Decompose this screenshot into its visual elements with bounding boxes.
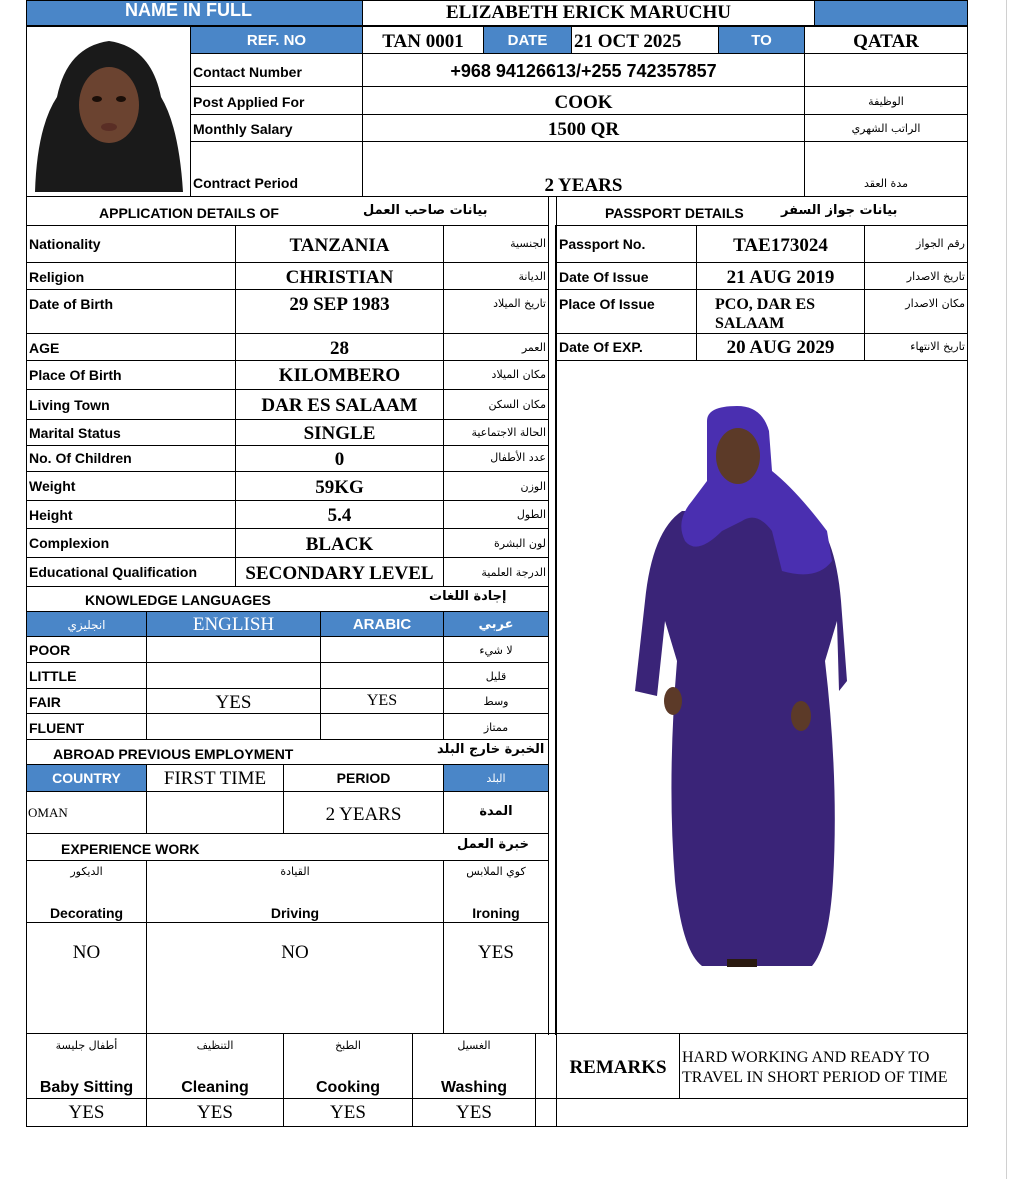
row-ar: عدد الأطفال (490, 451, 546, 464)
row-label: Nationality (29, 236, 101, 252)
skill-value: NO (281, 942, 309, 963)
row-value: SECONDARY LEVEL (245, 563, 434, 584)
duty-value: YES (456, 1102, 492, 1123)
level-label: FLUENT (29, 720, 85, 736)
level-ar: وسط (483, 695, 509, 708)
post-value-cell (362, 86, 805, 115)
table-row (443, 419, 549, 446)
date-label: DATE (507, 32, 548, 49)
level-row (443, 688, 549, 714)
duty-spacer (535, 1033, 557, 1099)
languages-title-ar: إجادة اللغات (429, 589, 507, 604)
table-row (235, 225, 444, 263)
table-row (696, 262, 865, 290)
duty-label: Baby Sitting (39, 1079, 134, 1096)
contact-value-cell (362, 53, 805, 87)
table-row (26, 262, 236, 290)
languages-title: KNOWLEDGE LANGUAGES (85, 592, 271, 608)
employment-title-cell (26, 739, 549, 765)
remarks-label-cell (556, 1033, 680, 1099)
table-row (26, 500, 236, 529)
passport-title: PASSPORT DETAILS (605, 205, 744, 221)
level-ar: لا شيء (479, 644, 513, 657)
table-row (235, 419, 444, 446)
first-time-cell (146, 764, 284, 792)
table-row (556, 262, 697, 290)
table-row (235, 528, 444, 558)
row-label: Living Town (29, 397, 110, 413)
level-row (146, 688, 321, 714)
row-value: SINGLE (303, 423, 376, 444)
row-ar: الدرجة العلمية (481, 566, 546, 579)
salary-label: Monthly Salary (193, 121, 293, 137)
duty-label: Washing (440, 1079, 508, 1096)
salary-value-cell (362, 114, 805, 142)
row-label: Complexion (29, 535, 110, 551)
duty-label: Cooking (316, 1079, 380, 1096)
row-value: 29 SEP 1983 (289, 294, 390, 315)
header-blank-cell (814, 0, 968, 26)
remarks-text-cell (679, 1033, 968, 1099)
level-label: FAIR (29, 694, 61, 710)
duty-value: YES (68, 1102, 105, 1123)
languages-title-cell (26, 586, 549, 612)
table-row (26, 471, 236, 501)
level-row (146, 713, 321, 740)
level-row (320, 636, 444, 663)
table-row (26, 445, 236, 472)
contact-label: Contact Number (193, 64, 302, 80)
english-ar-cell (26, 611, 147, 637)
country-blank-cell (146, 791, 284, 834)
duty-ar: أطفال جليسة (55, 1039, 118, 1052)
duty-cell (412, 1033, 536, 1099)
full-name-cell (362, 0, 815, 26)
table-row (443, 262, 549, 290)
skill-value-cell (443, 922, 549, 1034)
period-ar-cell (443, 791, 549, 834)
first-time: FIRST TIME (163, 768, 267, 789)
period-ar: المدة (479, 804, 513, 819)
table-row (864, 225, 968, 263)
table-row (26, 360, 236, 390)
table-row (235, 360, 444, 390)
page-edge (1006, 0, 1007, 1179)
row-value: KILOMBERO (278, 365, 401, 386)
application-section-cell (26, 196, 549, 226)
table-row (443, 289, 549, 334)
level-row (26, 713, 147, 740)
duty-cell (283, 1033, 413, 1099)
table-row (235, 333, 444, 361)
country-value-cell (26, 791, 147, 834)
table-row (235, 289, 444, 334)
contact-ar-cell (804, 53, 968, 87)
english-label: ENGLISH (192, 614, 275, 635)
row-label: Date Of EXP. (559, 339, 643, 355)
to-value: QATAR (853, 31, 919, 52)
table-row (443, 333, 549, 361)
skill-cell (26, 860, 147, 923)
portrait-cell (26, 26, 191, 197)
table-row (443, 389, 549, 420)
skill-label: Driving (270, 905, 320, 921)
level-row (146, 662, 321, 689)
full-body-photo-cell (556, 360, 968, 1034)
row-ar: رقم الجواز (916, 237, 965, 250)
skill-cell (443, 860, 549, 923)
application-title: APPLICATION DETAILS OF (99, 205, 279, 221)
row-label: Date Of Issue (559, 269, 649, 285)
duty-value: YES (197, 1102, 233, 1123)
row-value: TANZANIA (289, 235, 390, 256)
table-row (443, 557, 549, 587)
level-row (146, 636, 321, 663)
date-value-cell (571, 26, 719, 54)
application-title-ar: بيانات صاحب العمل (363, 203, 488, 218)
date-value: 21 OCT 2025 (574, 31, 682, 52)
table-row (26, 333, 236, 361)
country-label-cell (26, 764, 147, 792)
name-label-cell (26, 0, 363, 26)
duty-ar: الغسيل (457, 1039, 491, 1052)
duty-value-cell (412, 1098, 536, 1127)
row-value: CHRISTIAN (285, 267, 394, 288)
table-row (443, 528, 549, 558)
remarks-bottom-cell (556, 1098, 968, 1127)
ref-value-cell (362, 26, 484, 54)
skill-ar: القيادة (280, 865, 310, 878)
ref-label: REF. NO (246, 32, 307, 49)
duty-spacer (535, 1098, 557, 1127)
arabic-ar: عربي (478, 617, 514, 632)
table-row (235, 500, 444, 529)
row-value: DAR ES SALAAM (261, 395, 418, 416)
row-ar: الوزن (520, 480, 546, 493)
ref-value: TAN 0001 (382, 31, 464, 52)
duty-label: Cleaning (181, 1079, 249, 1096)
table-row (696, 333, 865, 361)
full-name: ELIZABETH ERICK MARUCHU (445, 2, 732, 23)
row-value: 21 AUG 2019 (726, 267, 835, 288)
table-row (443, 500, 549, 529)
row-ar: الحالة الاجتماعية (471, 426, 546, 439)
row-value: 59KG (315, 477, 364, 498)
contract-ar-cell (804, 141, 968, 197)
row-value: TAE173024 (733, 235, 828, 256)
period-label-cell (283, 764, 444, 792)
remarks-text: HARD WORKING AND READY TO TRAVEL IN SHORT PERIOD OF TIME (682, 1049, 948, 1086)
row-ar: تاريخ الانتهاء (910, 340, 965, 353)
post-label-cell (190, 86, 363, 115)
row-label: Passport No. (559, 236, 646, 252)
table-row (26, 389, 236, 420)
post-label: Post Applied For (193, 94, 305, 110)
english-label-cell (146, 611, 321, 637)
row-label: Religion (29, 269, 85, 285)
table-row (235, 471, 444, 501)
level-row (443, 662, 549, 689)
level-row (443, 713, 549, 740)
row-ar: مكان السكن (488, 398, 546, 411)
row-label: Weight (29, 478, 76, 494)
skill-ar: كوي الملابس (466, 865, 526, 878)
row-value: BLACK (305, 534, 374, 555)
level-ar: ممتاز (483, 721, 509, 734)
table-row (556, 225, 697, 263)
english-ar: انجليزي (67, 618, 106, 632)
row-ar: الديانة (518, 270, 546, 283)
post-ar: الوظيفة (868, 95, 904, 108)
table-row (556, 289, 697, 334)
row-label: Educational Qualification (29, 564, 198, 580)
table-row (443, 360, 549, 390)
table-row (696, 225, 865, 263)
date-label-cell (483, 26, 572, 54)
row-ar: الجنسية (510, 237, 546, 250)
table-row (26, 557, 236, 587)
period-value: 2 YEARS (325, 804, 402, 825)
level-row (320, 713, 444, 740)
employment-title: ABROAD PREVIOUS EMPLOYMENT (53, 746, 294, 762)
salary-value: 1500 QR (547, 119, 620, 140)
to-value-cell (804, 26, 968, 54)
table-row (26, 419, 236, 446)
skill-value-cell (146, 922, 444, 1034)
arabic-ar-cell (443, 611, 549, 637)
duty-ar: الطبخ (335, 1039, 361, 1052)
duty-value-cell (146, 1098, 284, 1127)
passport-title-ar: بيانات جواز السفر (781, 203, 898, 218)
level-row (26, 662, 147, 689)
row-label: No. Of Children (29, 450, 132, 466)
row-value: PCO, DAR ES SALAAM (715, 296, 816, 332)
row-label: Height (29, 507, 73, 523)
row-value: 28 (330, 338, 349, 359)
contact-label-cell (190, 53, 363, 87)
level-label: LITTLE (29, 668, 77, 684)
level-ar: قليل (485, 670, 507, 683)
row-label: Date of Birth (29, 296, 113, 312)
table-row (443, 445, 549, 472)
row-ar: مكان الاصدار (905, 297, 965, 310)
duty-value-cell (283, 1098, 413, 1127)
row-label: Marital Status (29, 425, 121, 441)
contract-value-cell (362, 141, 805, 197)
row-value: 0 (334, 449, 345, 470)
arabic-label-cell (320, 611, 444, 637)
post-value: COOK (554, 92, 613, 113)
table-row (235, 557, 444, 587)
salary-label-cell (190, 114, 363, 142)
contract-ar: مدة العقد (864, 177, 908, 190)
full-body-photo (557, 361, 967, 1033)
name-label: NAME IN FULL (125, 0, 252, 20)
experience-title-ar: خبرة العمل (457, 837, 529, 852)
period-label: PERIOD (336, 770, 391, 786)
skill-value: NO (72, 942, 101, 963)
contract-label: Contract Period (193, 175, 299, 191)
row-label: Place Of Issue (559, 296, 655, 312)
level-row (26, 688, 147, 714)
remarks-label: REMARKS (569, 1057, 667, 1078)
duty-ar: التنظيف (196, 1039, 234, 1052)
row-ar: مكان الميلاد (491, 368, 546, 381)
table-row (864, 262, 968, 290)
skill-ar: الديكور (70, 865, 103, 878)
row-ar: الطول (516, 508, 546, 521)
table-row (235, 445, 444, 472)
arabic-label: ARABIC (352, 616, 412, 633)
skill-label: Ironing (472, 905, 520, 921)
contact-value: +968 94126613/+255 742357857 (450, 61, 717, 81)
table-row (26, 225, 236, 263)
row-label: Place Of Birth (29, 367, 122, 383)
level-english: YES (215, 692, 252, 713)
table-row (235, 389, 444, 420)
employment-title-ar: الخبرة خارج البلد (437, 742, 545, 757)
column-divider (548, 225, 556, 1035)
level-row (320, 688, 444, 714)
salary-ar-cell (804, 114, 968, 142)
table-row (443, 225, 549, 263)
table-row (443, 471, 549, 501)
row-value: 20 AUG 2029 (726, 337, 835, 358)
contract-value: 2 YEARS (544, 175, 623, 196)
table-row (864, 333, 968, 361)
experience-title: EXPERIENCE WORK (61, 841, 200, 857)
table-row (235, 262, 444, 290)
country-value: OMAN (28, 805, 68, 820)
level-row (320, 662, 444, 689)
row-ar: تاريخ الميلاد (493, 297, 546, 310)
row-ar: لون البشرة (494, 537, 546, 550)
portrait-photo (27, 27, 190, 196)
skill-value: YES (478, 942, 514, 963)
period-value-cell (283, 791, 444, 834)
skill-value-cell (26, 922, 147, 1034)
ref-label-cell (190, 26, 363, 54)
to-label-cell (718, 26, 805, 54)
row-ar: العمر (521, 341, 546, 354)
salary-ar: الراتب الشهري (851, 122, 921, 135)
experience-title-cell (26, 833, 549, 861)
country-ar-cell (443, 764, 549, 792)
table-row (26, 528, 236, 558)
table-row (26, 289, 236, 334)
passport-section-cell (556, 196, 968, 226)
to-label: TO (751, 32, 772, 49)
contract-label-cell (190, 141, 363, 197)
table-row (864, 289, 968, 334)
country-label: COUNTRY (52, 770, 121, 786)
post-ar-cell (804, 86, 968, 115)
level-row (443, 636, 549, 663)
skill-label: Decorating (49, 905, 124, 921)
skill-cell (146, 860, 444, 923)
table-row (556, 333, 697, 361)
level-row (26, 636, 147, 663)
table-row (696, 289, 865, 334)
level-label: POOR (29, 642, 71, 658)
duty-cell (146, 1033, 284, 1099)
duty-value-cell (26, 1098, 147, 1127)
level-arabic: YES (366, 692, 398, 709)
row-value: 5.4 (327, 505, 352, 526)
duty-value: YES (330, 1102, 366, 1123)
row-label: AGE (29, 340, 60, 356)
row-ar: تاريخ الاصدار (906, 270, 965, 283)
country-ar: البلد (486, 772, 506, 785)
duty-cell (26, 1033, 147, 1099)
